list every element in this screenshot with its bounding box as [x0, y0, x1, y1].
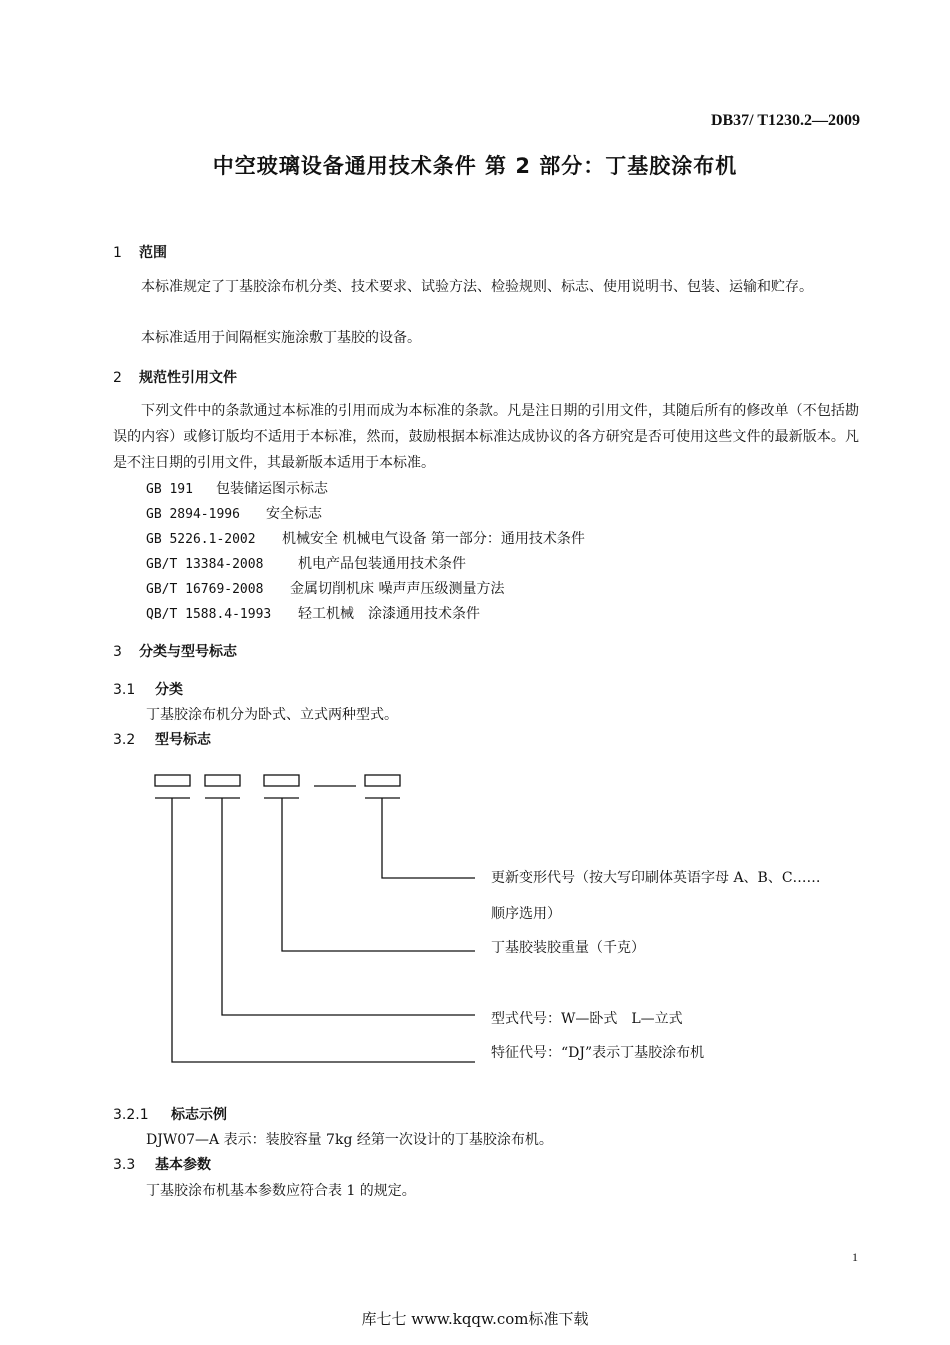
weight-box: [264, 775, 299, 786]
reference-title: 轻工机械 涂漆通用技术条件: [298, 606, 480, 622]
type-code-label: 型式代号：W—卧式 L—立式: [491, 1011, 683, 1027]
weight-label: 丁基胶装胶重量（千克）: [491, 940, 645, 956]
section-title: 基本参数: [155, 1157, 211, 1173]
change-code-leader: [382, 798, 475, 878]
section-1-paragraph-2: 本标准适用于间隔框实施涂敷丁基胶的设备。: [141, 330, 421, 346]
reference-code: GB 191: [146, 482, 193, 497]
section-title: 范围: [139, 245, 167, 261]
change-code-box: [365, 775, 400, 786]
section-number: 3: [113, 644, 122, 660]
section-number: 3.2: [113, 732, 136, 748]
feature-code-box: [155, 775, 190, 786]
footer-watermark: 库七七 www.kqqw.com标准下载: [361, 1310, 589, 1328]
reference-code: GB 2894-1996: [146, 507, 240, 522]
reference-code: QB/T 1588.4-1993: [146, 607, 272, 622]
page-number: 1: [852, 1250, 858, 1264]
type-code-box: [205, 775, 240, 786]
change-code-label: 更新变形代号（按大写印刷体英语字母 A、B、C……: [491, 870, 821, 886]
reference-title: 金属切削机床 噪声声压级测量方法: [290, 581, 505, 597]
feature-code-label: 特征代号：“DJ”表示丁基胶涂布机: [491, 1045, 705, 1061]
section-1-paragraph-1: 本标准规定了丁基胶涂布机分类、技术要求、试验方法、检验规则、标志、使用说明书、包装、运输和贮存。: [141, 279, 813, 295]
section-title: 分类: [155, 682, 183, 698]
subsection-3-1-text: 丁基胶涂布机分为卧式、立式两种型式。: [146, 707, 398, 723]
reference-code: GB/T 13384-2008: [146, 557, 264, 572]
type-code-leader: [222, 798, 475, 1015]
reference-code: GB/T 16769-2008: [146, 582, 264, 597]
weight-leader: [282, 798, 475, 951]
section-title: 标志示例: [171, 1107, 227, 1123]
reference-title: 机电产品包装通用技术条件: [298, 556, 466, 572]
subsection-3-3-text: 丁基胶涂布机基本参数应符合表 1 的规定。: [146, 1183, 416, 1199]
section-number: 2: [113, 370, 122, 386]
feature-code-leader: [172, 798, 475, 1062]
section-number: 3.3: [113, 1157, 136, 1173]
section-number: 1: [113, 245, 122, 261]
reference-title: 包装储运图示标志: [216, 481, 328, 497]
standard-number: DB37/ T1230.2—2009: [710, 112, 860, 129]
subsection-3-3-heading: [113, 1154, 211, 1174]
subsection-3-2-1-heading: [113, 1104, 227, 1124]
reference-code: GB 5226.1-2002: [146, 532, 256, 547]
subsection-3-2-1-text: DJW07—A 表示：装胶容量 7kg 经第一次设计的丁基胶涂布机。: [146, 1132, 553, 1148]
section-2-paragraph-1: 下列文件中的条款通过本标准的引用而成为本标准的条款。凡是注日期的引用文件，其随后所有的修改单（不包括勘误的内容）或修订版均不适用于本标准，然而，鼓励根据本标准达成协议的各方研究是否可使用这些文件的最新版本。凡是不注日期的引用文件，其最新版本适用于本标准。: [113, 403, 859, 471]
reference-title: 安全标志: [266, 506, 322, 522]
document-title: 中空玻璃设备通用技术条件 第 2 部分：丁基胶涂布机: [212, 154, 738, 178]
section-number: 3.1: [113, 682, 136, 698]
reference-title: 机械安全 机械电气设备 第一部分：通用技术条件: [282, 531, 585, 547]
section-number: 3.2.1: [113, 1107, 149, 1123]
change-code-label-continued: 顺序选用）: [491, 906, 561, 922]
section-title: 分类与型号标志: [139, 644, 237, 660]
section-title: 型号标志: [155, 732, 211, 748]
section-title: 规范性引用文件: [139, 370, 237, 386]
